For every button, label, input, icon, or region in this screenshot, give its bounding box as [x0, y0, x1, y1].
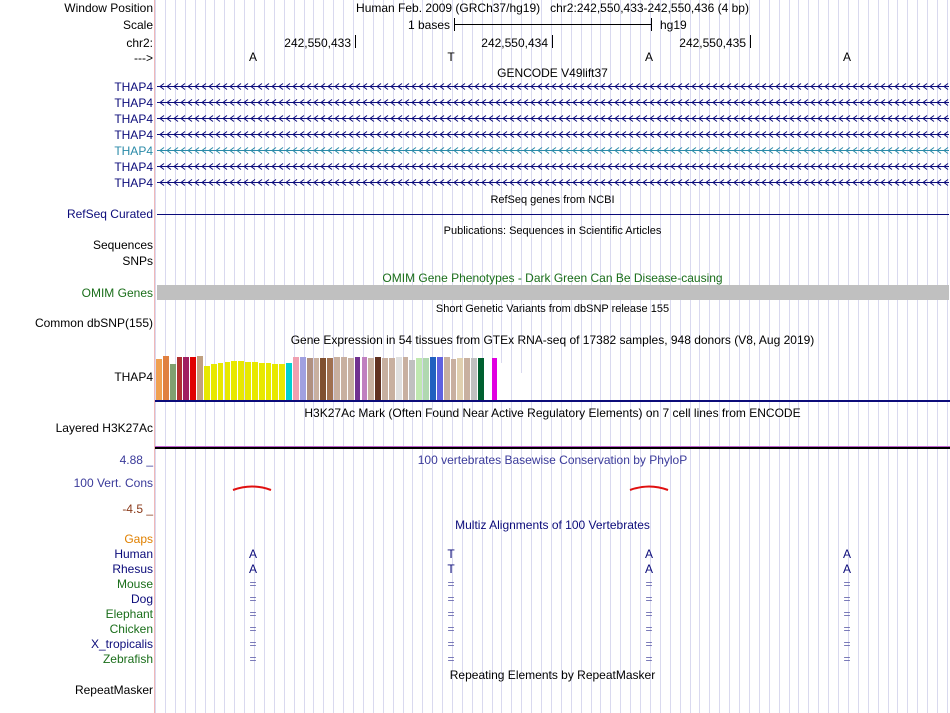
gtex-tissue-bar[interactable] [348, 358, 354, 400]
gtex-tissue-bar[interactable] [286, 363, 292, 400]
h3k27ac-baseline [155, 447, 950, 449]
gtex-tissue-bar[interactable] [334, 357, 340, 400]
ruler-base: T [447, 50, 455, 64]
gencode-transcript[interactable] [157, 130, 949, 140]
gencode-transcript[interactable] [157, 98, 949, 108]
label-separator [154, 0, 155, 713]
coord-label: 242,550,435 [679, 36, 746, 50]
gtex-tissue-bar[interactable] [259, 363, 265, 400]
coord-tick [355, 35, 356, 48]
phylop-plot [155, 480, 950, 500]
gtex-title: Gene Expression in 54 tissues from GTEx RNA-seq of 17382 samples, 948 donors (V8, Aug 2019) [290, 333, 815, 347]
alignment-base: = [249, 577, 257, 591]
alignment-base: = [645, 577, 653, 591]
alignment-base: = [843, 622, 851, 636]
gtex-baseline [155, 400, 950, 402]
sequences-label[interactable]: Sequences [92, 238, 153, 252]
alignment-base: = [447, 577, 455, 591]
multiz-title: Multiz Alignments of 100 Vertebrates [455, 518, 650, 532]
h3k27ac-title: H3K27Ac Mark (Often Found Near Active Regulatory Elements) on 7 cell lines from ENCODE [304, 406, 801, 420]
gtex-tissue-bar[interactable] [519, 373, 525, 400]
gtex-tissue-bar[interactable] [238, 361, 244, 400]
gencode-transcript[interactable] [157, 178, 949, 188]
phylop-label[interactable]: 100 Vert. Cons [73, 476, 153, 490]
alignment-base: = [249, 607, 257, 621]
gencode-gene-label[interactable]: THAP4 [114, 112, 153, 126]
gtex-tissue-bar[interactable] [300, 357, 306, 400]
alignment-base: T [447, 547, 455, 561]
h3k27ac-label[interactable]: Layered H3K27Ac [55, 421, 153, 435]
gtex-tissue-bar[interactable] [293, 357, 299, 400]
gtex-tissue-bar[interactable] [396, 357, 402, 400]
gtex-tissue-bar[interactable] [314, 358, 320, 400]
gtex-tissue-bar[interactable] [389, 358, 395, 400]
alignment-base: = [843, 577, 851, 591]
gencode-transcript[interactable] [157, 82, 949, 92]
species-label[interactable]: X_tropicalis [90, 637, 153, 651]
gtex-tissue-bar[interactable] [492, 358, 498, 400]
gtex-tissue-bar[interactable] [478, 358, 484, 400]
gencode-gene-label[interactable]: THAP4 [114, 128, 153, 142]
gtex-tissue-bar[interactable] [197, 356, 203, 400]
species-label[interactable]: Zebrafish [102, 652, 153, 666]
gencode-title: GENCODE V49lift37 [497, 66, 608, 80]
gtex-tissue-bar[interactable] [423, 358, 429, 400]
gtex-tissue-bar[interactable] [437, 357, 443, 400]
ruler-base: A [248, 50, 257, 64]
gtex-tissue-bar[interactable] [430, 357, 436, 400]
gtex-tissue-bar[interactable] [279, 364, 285, 400]
gtex-tissue-bar[interactable] [382, 358, 388, 400]
alignment-base: = [447, 592, 455, 606]
gtex-tissue-bar[interactable] [231, 361, 237, 400]
scale-assembly: hg19 [660, 18, 687, 32]
coord-label: 242,550,433 [284, 36, 351, 50]
gtex-tissue-bar[interactable] [163, 356, 169, 400]
alignment-base: A [644, 547, 653, 561]
alignment-base: = [645, 622, 653, 636]
dbsnp-title: Short Genetic Variants from dbSNP release 155 [435, 303, 670, 315]
species-label[interactable]: Elephant [105, 607, 153, 621]
gtex-tissue-bar[interactable] [416, 358, 422, 400]
gtex-tissue-bar[interactable] [499, 363, 505, 400]
refseq-label[interactable]: RefSeq Curated [66, 207, 153, 221]
coord-tick [750, 35, 751, 48]
alignment-base: = [249, 637, 257, 651]
alignment-base: = [843, 592, 851, 606]
gtex-tissue-bar[interactable] [368, 358, 374, 400]
gtex-tissue-bar[interactable] [471, 358, 477, 400]
refseq-title: RefSeq genes from NCBI [490, 194, 615, 206]
species-label[interactable]: Mouse [116, 577, 153, 591]
omim-gene-bar[interactable] [157, 285, 949, 300]
gtex-tissue-bar[interactable] [409, 360, 415, 400]
dbsnp-label[interactable]: Common dbSNP(155) [34, 316, 153, 330]
alignment-base: T [447, 562, 455, 576]
phylop-peak-2 [630, 487, 668, 491]
repeatmasker-title: Repeating Elements by RepeatMasker [449, 668, 656, 682]
gtex-tissue-bar[interactable] [170, 364, 176, 400]
scale-bases-text: 1 bases [407, 18, 450, 32]
gtex-tissue-bar[interactable] [403, 357, 409, 400]
alignment-base: = [645, 652, 653, 666]
gtex-tissue-bar[interactable] [451, 359, 457, 400]
ruler-base: A [644, 50, 653, 64]
gtex-tissue-bar[interactable] [327, 358, 333, 400]
gtex-tissue-bar[interactable] [177, 357, 183, 400]
window-position-label: Window Position [64, 1, 153, 15]
phylop-min: -4.5 _ [122, 502, 153, 516]
alignment-base: = [447, 607, 455, 621]
gtex-tissue-bar[interactable] [190, 357, 196, 400]
gencode-gene-label[interactable]: THAP4 [114, 80, 153, 94]
alignment-base: A [842, 547, 851, 561]
gtex-bar-chart[interactable] [156, 350, 556, 400]
alignment-base: = [843, 607, 851, 621]
alignment-base: = [843, 637, 851, 651]
gtex-tissue-bar[interactable] [444, 357, 450, 400]
gencode-transcript[interactable] [157, 114, 949, 124]
species-label[interactable]: Dog [130, 592, 153, 606]
gtex-tissue-bar[interactable] [464, 358, 470, 400]
gencode-gene-label[interactable]: THAP4 [114, 144, 153, 158]
ruler-base: A [842, 50, 851, 64]
alignment-base: = [645, 607, 653, 621]
chrom-label: chr2: [126, 36, 153, 50]
alignment-base: A [644, 562, 653, 576]
gtex-tissue-bar[interactable] [252, 362, 258, 400]
alignment-base: = [249, 592, 257, 606]
gtex-tissue-bar[interactable] [320, 358, 326, 400]
omim-title: OMIM Gene Phenotypes - Dark Green Can Be Disease-causing [382, 271, 723, 285]
gencode-gene-label[interactable]: THAP4 [114, 176, 153, 190]
snps-label[interactable]: SNPs [122, 254, 153, 268]
gtex-tissue-bar[interactable] [211, 364, 217, 400]
gtex-tissue-bar[interactable] [505, 363, 511, 400]
alignment-base: A [842, 562, 851, 576]
alignment-base: = [645, 637, 653, 651]
gtex-tissue-bar[interactable] [183, 357, 189, 400]
gencode-gene-label[interactable]: THAP4 [114, 96, 153, 110]
gtex-tissue-bar[interactable] [362, 357, 368, 400]
refseq-gene-line[interactable] [157, 214, 949, 215]
gencode-gene-label[interactable]: THAP4 [114, 160, 153, 174]
gtex-tissue-bar[interactable] [272, 364, 278, 400]
alignment-base: = [249, 652, 257, 666]
scale-bar [454, 18, 652, 31]
gtex-tissue-bar[interactable] [204, 366, 210, 400]
repeatmasker-label[interactable]: RepeatMasker [74, 683, 153, 697]
gtex-tissue-bar[interactable] [341, 357, 347, 400]
gtex-tissue-bar[interactable] [355, 357, 361, 400]
gtex-tissue-bar[interactable] [375, 357, 381, 400]
gtex-tissue-bar[interactable] [307, 358, 313, 400]
species-label[interactable]: Rhesus [112, 562, 153, 576]
phylop-title: 100 vertebrates Basewise Conservation by PhyloP [417, 453, 688, 467]
alignment-base: = [843, 652, 851, 666]
gtex-tissue-bar[interactable] [225, 362, 231, 400]
gtex-tissue-bar[interactable] [218, 363, 224, 400]
gaps-label[interactable]: Gaps [124, 532, 153, 546]
window-position-text: Human Feb. 2009 (GRCh37/hg19) chr2:242,550,433-242,550,436 (4 bp) [356, 1, 749, 15]
gtex-tissue-bar[interactable] [485, 361, 491, 400]
gtex-label[interactable]: THAP4 [114, 370, 153, 384]
phylop-max: 4.88 _ [119, 453, 153, 467]
scale-label: Scale [122, 18, 153, 32]
gencode-transcript[interactable] [157, 162, 949, 172]
publications-title: Publications: Sequences in Scientific Articles [443, 225, 662, 237]
gtex-tissue-bar[interactable] [512, 363, 518, 400]
gtex-tissue-bar[interactable] [156, 359, 162, 400]
coord-label: 242,550,434 [481, 36, 548, 50]
alignment-base: = [447, 652, 455, 666]
coord-tick [552, 35, 553, 48]
strand-label: ---> [134, 51, 153, 65]
alignment-base: A [248, 547, 257, 561]
omim-label[interactable]: OMIM Genes [81, 286, 153, 300]
alignment-base: = [447, 637, 455, 651]
alignment-base: A [248, 562, 257, 576]
species-label[interactable]: Chicken [109, 622, 153, 636]
gtex-tissue-bar[interactable] [245, 362, 251, 400]
gencode-transcript[interactable] [157, 146, 949, 156]
gtex-tissue-bar[interactable] [266, 363, 272, 400]
alignment-base: = [249, 622, 257, 636]
alignment-base: = [645, 592, 653, 606]
species-label[interactable]: Human [114, 547, 153, 561]
gtex-tissue-bar[interactable] [457, 358, 463, 400]
alignment-base: = [447, 622, 455, 636]
phylop-peak-1 [233, 487, 271, 491]
